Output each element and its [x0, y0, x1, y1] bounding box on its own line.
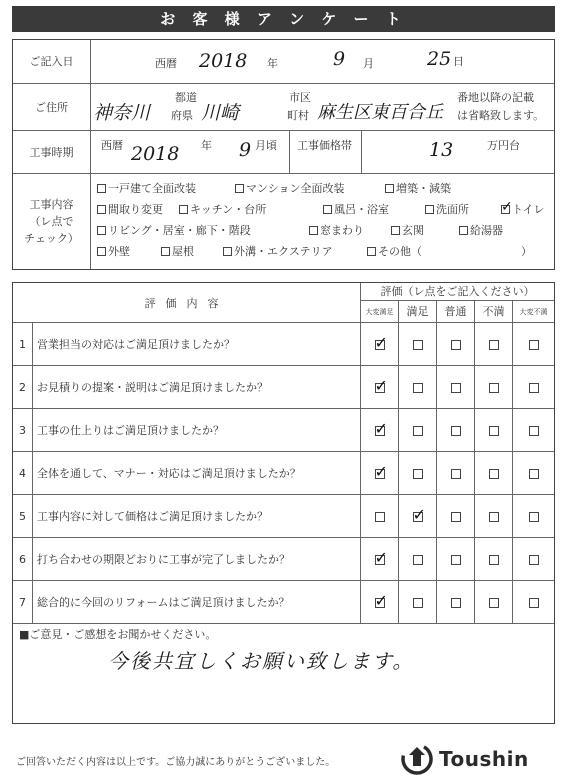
check-mark-icon: ✓ [374, 375, 388, 395]
work-option-checkbox[interactable] [97, 205, 106, 214]
address-note-line1: 番地以降の記載 [457, 91, 534, 104]
work-option-label: マンション全面改装 [246, 182, 345, 195]
entry-date-row [13, 40, 554, 84]
entry-date-year-unit: 年 [267, 57, 278, 70]
work-option-checkbox[interactable] [501, 198, 513, 215]
rating-column-4: 大変不満 [513, 301, 554, 323]
other-close-paren: ） [521, 245, 532, 258]
address-row [13, 84, 554, 131]
rating-checkbox[interactable] [374, 418, 388, 438]
entry-date-month-unit: 月 [363, 57, 374, 70]
work-option-12[interactable] [97, 243, 130, 259]
question-number: 4 [13, 452, 33, 495]
question-row [13, 323, 554, 366]
rating-checkbox[interactable] [413, 469, 423, 479]
rating-checkbox[interactable] [451, 383, 461, 393]
work-option-label: 外溝・エクステリア [234, 245, 333, 258]
check-mark-icon: ✓ [374, 590, 388, 610]
work-option-checkbox[interactable] [385, 184, 394, 193]
work-content-label-line1: 工事内容 [29, 198, 74, 211]
question-row [13, 366, 554, 409]
work-option-8[interactable] [97, 222, 251, 238]
rating-checkbox[interactable] [529, 469, 539, 479]
work-option-label: 増築・減築 [396, 182, 451, 195]
work-option-0[interactable] [97, 180, 196, 196]
work-option-label: リビング・居室・廊下・階段 [108, 224, 251, 237]
work-option-label: 一戸建て全面改装 [108, 182, 196, 195]
question-row [13, 452, 554, 495]
question-text: 工事内容に対して価格はご満足頂けましたか？ [37, 510, 268, 523]
rating-checkbox[interactable] [374, 375, 388, 395]
rating-checkbox[interactable] [529, 383, 539, 393]
work-option-label: 間取り変更 [108, 203, 163, 216]
work-option-label: 給湯器 [470, 224, 503, 237]
work-option-5[interactable] [323, 201, 389, 217]
ward-value: 麻生区東百合丘 [317, 102, 443, 123]
rating-checkbox[interactable] [529, 512, 539, 522]
company-logo-text: Toushin [439, 747, 529, 771]
rating-checkbox[interactable] [413, 340, 423, 350]
company-logo [400, 742, 529, 776]
work-period-row [13, 131, 554, 174]
address-note-line2: は省略致します。 [457, 109, 545, 122]
check-mark-icon: ✓ [412, 504, 426, 524]
rating-checkbox[interactable] [529, 598, 539, 608]
address-label: ご住所 [13, 84, 91, 130]
entry-date-year: 2018 [199, 50, 248, 72]
entry-date-day: 25 [427, 48, 452, 70]
city-value: 川崎 [201, 102, 240, 124]
work-period-era: 西暦 [101, 139, 123, 152]
rating-checkbox[interactable] [451, 555, 461, 565]
rating-column-3: 不満 [475, 301, 513, 323]
rating-checkbox[interactable] [529, 426, 539, 436]
question-row [13, 495, 554, 538]
work-period-month: 9 [239, 139, 252, 161]
work-option-checkbox[interactable] [391, 226, 400, 235]
rating-checkbox[interactable] [374, 547, 388, 567]
rating-column-1: 満足 [399, 301, 437, 323]
price-range-value: 13 [429, 139, 454, 161]
pref-value: 神奈川 [93, 102, 151, 124]
rating-checkbox[interactable] [375, 512, 385, 522]
work-option-label: 外壁 [108, 245, 130, 258]
rating-checkbox[interactable] [451, 512, 461, 522]
rating-checkbox[interactable] [489, 340, 499, 350]
work-option-7[interactable] [501, 198, 545, 217]
work-option-6[interactable] [425, 201, 469, 217]
check-mark-icon: ✓ [374, 332, 388, 352]
comments-text[interactable]: 今後共宜しくお願い致します。 [108, 649, 415, 673]
rating-header: 評価（レ点をご記入ください） [361, 283, 554, 301]
rating-checkbox[interactable] [489, 383, 499, 393]
work-option-checkbox[interactable] [425, 205, 434, 214]
question-text: 打ち合わせの期限どおりに工事が完了しましたか？ [37, 553, 290, 566]
rating-checkbox[interactable] [412, 504, 426, 524]
comments-label: ■ご意見・ご感想をお聞かせください。 [19, 628, 217, 641]
work-period-year: 2018 [131, 143, 180, 165]
work-option-checkbox[interactable] [223, 247, 232, 256]
work-option-4[interactable] [179, 201, 266, 217]
evaluation-table [12, 282, 555, 724]
work-period-month-unit: 月頃 [255, 139, 277, 152]
rating-checkbox[interactable] [529, 340, 539, 350]
question-number: 1 [13, 323, 33, 366]
rating-checkbox[interactable] [489, 555, 499, 565]
work-option-label: 風呂・浴室 [334, 203, 389, 216]
work-option-label: 窓まわり [320, 224, 364, 237]
work-period-label: 工事時期 [13, 131, 91, 173]
rating-checkbox[interactable] [451, 598, 461, 608]
rating-checkbox[interactable] [489, 469, 499, 479]
work-option-checkbox[interactable] [179, 205, 188, 214]
footer-note: ご回答いただく内容は以上です。ご協力誠にありがとうございました。 [16, 757, 336, 768]
work-option-label: その他（ [378, 245, 422, 258]
rating-checkbox[interactable] [413, 555, 423, 565]
question-number: 6 [13, 538, 33, 581]
work-option-2[interactable] [385, 180, 451, 196]
work-option-label: キッチン・台所 [190, 203, 267, 216]
rating-checkbox[interactable] [529, 555, 539, 565]
pref-bottom-label: 府県 [171, 109, 193, 122]
work-option-9[interactable] [309, 222, 364, 238]
question-text: 総合的に今回のリフォームはご満足頂けましたか？ [37, 596, 290, 609]
work-option-checkbox[interactable] [323, 205, 332, 214]
check-mark-icon: ✓ [374, 461, 388, 481]
work-option-checkbox[interactable] [235, 184, 244, 193]
question-row [13, 538, 554, 581]
work-option-11[interactable] [459, 222, 503, 238]
work-option-label: 洗面所 [436, 203, 469, 216]
rating-checkbox[interactable] [451, 340, 461, 350]
rating-checkbox[interactable] [374, 590, 388, 610]
question-text: 工事の仕上りはご満足頂けましたか？ [37, 424, 224, 437]
question-number: 3 [13, 409, 33, 452]
rating-checkbox[interactable] [451, 426, 461, 436]
entry-date-day-unit: 日 [453, 55, 464, 68]
work-option-13[interactable] [161, 243, 194, 259]
work-option-1[interactable] [235, 180, 345, 196]
work-option-checkbox[interactable] [309, 226, 318, 235]
work-content-label [13, 174, 91, 269]
work-option-checkbox[interactable] [367, 247, 376, 256]
rating-column-0: 大変満足 [361, 301, 399, 323]
rating-checkbox[interactable] [451, 469, 461, 479]
customer-info-table [12, 39, 555, 270]
rating-checkbox[interactable] [489, 426, 499, 436]
ward-bottom-label: 町村 [287, 109, 309, 122]
pref-top-label: 都道 [175, 91, 197, 104]
price-range-label: 工事価格帯 [297, 139, 352, 152]
work-period-year-unit: 年 [201, 139, 212, 152]
work-option-10[interactable] [391, 222, 424, 238]
work-option-15[interactable] [367, 243, 422, 259]
question-number: 5 [13, 495, 33, 538]
work-option-checkbox[interactable] [97, 247, 106, 256]
rating-column-2: 普通 [437, 301, 475, 323]
rating-checkbox[interactable] [489, 598, 499, 608]
work-content-label-line3: チェック） [24, 232, 79, 245]
question-text: お見積りの提案・説明はご満足頂けましたか？ [37, 381, 268, 394]
question-row [13, 409, 554, 452]
work-option-checkbox[interactable] [97, 184, 106, 193]
work-content-row [13, 174, 554, 269]
rating-checkbox[interactable] [413, 383, 423, 393]
rating-checkbox[interactable] [489, 512, 499, 522]
work-option-label: 屋根 [172, 245, 194, 258]
entry-date-label: ご記入日 [13, 40, 91, 83]
work-option-checkbox[interactable] [459, 226, 468, 235]
work-option-label: トイレ [512, 203, 545, 216]
work-content-options [91, 174, 554, 269]
question-row [13, 581, 554, 624]
rating-checkbox[interactable] [374, 332, 388, 352]
evaluation-header: 評価内容 [13, 283, 361, 323]
entry-date-era: 西暦 [155, 57, 177, 70]
work-content-label-line2: （レ点で [29, 215, 74, 228]
question-text: 全体を通して、マナー・対応はご満足頂けましたか？ [37, 467, 301, 480]
check-mark-icon: ✓ [374, 547, 388, 567]
entry-date-month: 9 [333, 48, 346, 70]
rating-checkbox[interactable] [413, 426, 423, 436]
ward-top-label: 市区 [289, 91, 311, 104]
question-number: 2 [13, 366, 33, 409]
work-option-3[interactable] [97, 201, 163, 217]
price-range-unit: 万円台 [487, 139, 520, 152]
check-mark-icon: ✓ [374, 418, 388, 438]
logo-mark-icon [400, 742, 434, 776]
rating-checkbox[interactable] [374, 461, 388, 481]
question-number: 7 [13, 581, 33, 624]
work-option-checkbox[interactable] [161, 247, 170, 256]
work-option-14[interactable] [223, 243, 333, 259]
check-mark-icon: ✓ [501, 198, 513, 215]
work-option-checkbox[interactable] [97, 226, 106, 235]
survey-title: お 客 様 ア ン ケ ー ト [12, 6, 555, 32]
work-option-label: 玄関 [402, 224, 424, 237]
rating-checkbox[interactable] [413, 598, 423, 608]
question-text: 営業担当の対応はご満足頂けましたか？ [37, 338, 235, 351]
